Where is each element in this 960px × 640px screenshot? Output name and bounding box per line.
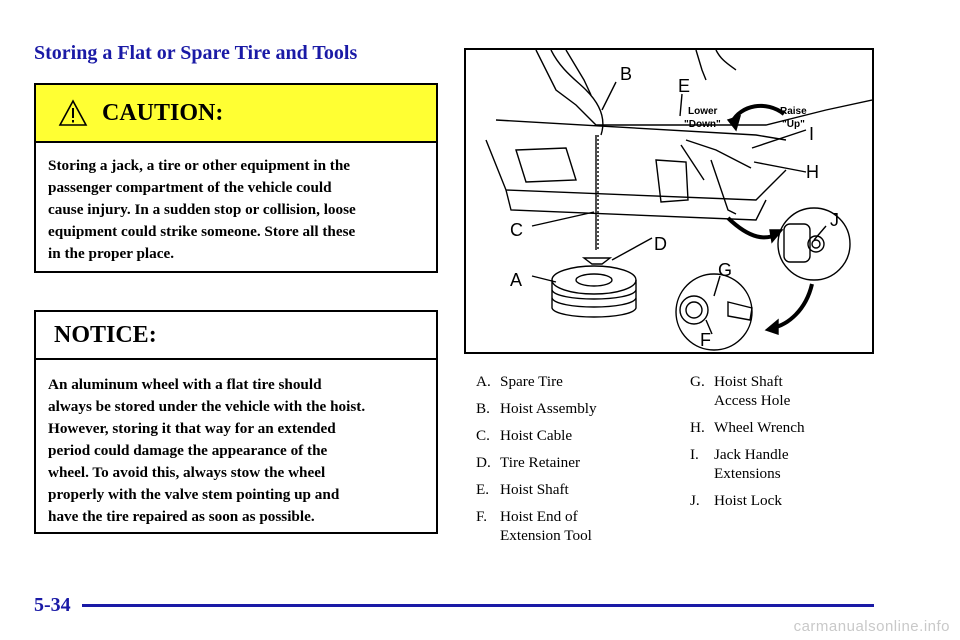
legend-item — [476, 399, 676, 418]
legend-text: Hoist Shaft — [500, 481, 569, 498]
notice-line: have the tire repaired as soon as possible. — [48, 508, 315, 525]
legend-text: Tire Retainer — [500, 454, 581, 471]
notice-header — [36, 312, 436, 360]
legend-key: C. — [476, 427, 490, 444]
callout-j: J — [830, 210, 839, 230]
legend-item — [476, 480, 676, 499]
callout-d: D — [654, 234, 667, 254]
legend-item — [690, 445, 890, 483]
notice-line: period could damage the appearance of the — [48, 442, 328, 459]
legend-text: Spare Tire — [500, 373, 563, 390]
legend-text: Hoist Cable — [500, 427, 573, 444]
legend-key: F. — [476, 508, 488, 525]
notice-line: always be stored under the vehicle with the hoist. — [48, 398, 366, 415]
up-label: "Up" — [782, 119, 805, 130]
caution-line: cause injury. In a sudden stop or collision, loose — [48, 201, 356, 218]
caution-line: Storing a jack, a tire or other equipment in the — [48, 157, 351, 174]
legend-key: G. — [690, 373, 705, 390]
caution-text — [36, 143, 436, 265]
callout-g: G — [718, 260, 733, 280]
raise-label: Raise — [780, 106, 807, 117]
caution-line: in the proper place. — [48, 245, 175, 262]
legend-key: A. — [476, 373, 491, 390]
callout-a: A — [510, 270, 523, 290]
callout-e: E — [678, 76, 691, 96]
legend-text: Hoist Shaft Access Hole — [714, 373, 791, 409]
legend-text: Hoist Lock — [714, 492, 782, 509]
warning-triangle-icon — [58, 99, 88, 127]
legend-key: J. — [690, 492, 700, 509]
caution-header — [36, 85, 436, 143]
lower-label: Lower — [688, 106, 718, 117]
down-label: "Down" — [684, 119, 721, 130]
legend-item — [690, 491, 890, 510]
legend-key: H. — [690, 419, 705, 436]
watermark: carmanualsonline.info — [793, 618, 950, 635]
footer-rule — [82, 604, 874, 607]
caution-line: passenger compartment of the vehicle could — [48, 179, 332, 196]
legend-key: D. — [476, 454, 491, 471]
notice-title: NOTICE: — [54, 321, 157, 348]
callout-h: H — [806, 162, 819, 182]
legend-text: Hoist Assembly — [500, 400, 597, 417]
legend-key: B. — [476, 400, 490, 417]
illustration-drawing — [466, 50, 872, 352]
legend-text: Wheel Wrench — [714, 419, 805, 436]
legend-left-column — [476, 372, 676, 553]
page-number: 5-34 — [34, 594, 71, 616]
callout-i: I — [809, 124, 815, 144]
legend-right-column — [690, 372, 890, 518]
notice-line: wheel. To avoid this, always stow the wheel — [48, 464, 326, 481]
legend-key: E. — [476, 481, 490, 498]
notice-box — [34, 310, 438, 534]
callout-b: B — [620, 64, 633, 84]
callout-c: C — [510, 220, 523, 240]
notice-line: properly with the valve stem pointing up and — [48, 486, 340, 503]
notice-line: However, storing it that way for an extended — [48, 420, 336, 437]
caution-title: CAUTION: — [102, 99, 224, 126]
legend-key: I. — [690, 446, 699, 463]
legend-item — [476, 426, 676, 445]
caution-box — [34, 83, 438, 273]
notice-text — [36, 360, 436, 528]
legend-item — [476, 372, 676, 391]
caution-line: equipment could strike someone. Store all these — [48, 223, 356, 240]
legend-item — [690, 372, 890, 410]
callout-f: F — [700, 330, 711, 350]
section-title: Storing a Flat or Spare Tire and Tools — [34, 42, 358, 64]
legend-item — [476, 507, 676, 545]
notice-line: An aluminum wheel with a flat tire should — [48, 376, 322, 393]
legend-item — [476, 453, 676, 472]
spare-tire-hoist-illustration — [464, 48, 874, 354]
legend-text: Jack Handle Extensions — [714, 446, 789, 482]
legend-item — [690, 418, 890, 437]
legend-text: Hoist End of Extension Tool — [500, 508, 592, 544]
